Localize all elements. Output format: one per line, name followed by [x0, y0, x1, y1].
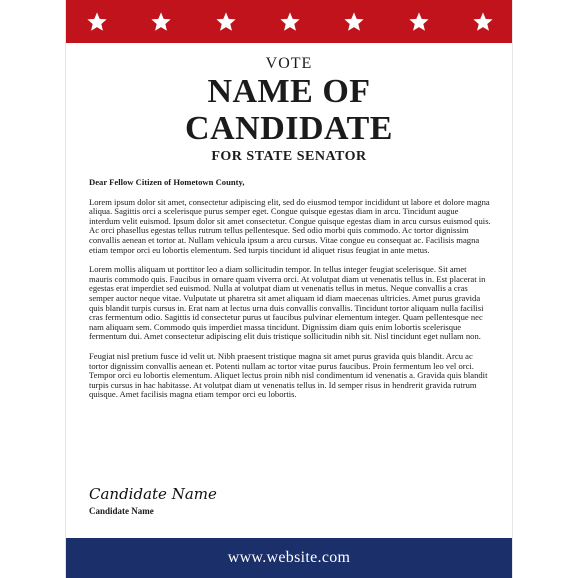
star-icon [86, 11, 108, 33]
candidate-name-line2: CANDIDATE [185, 110, 393, 147]
signer-name: Candidate Name [89, 506, 154, 516]
website-link[interactable]: www.website.com [227, 549, 351, 566]
letter-body [89, 178, 491, 410]
salutation: Dear Fellow Citizen of Hometown County, [89, 177, 245, 187]
paragraph-2: Lorem mollis aliquam ut porttitor leo a diam sollicitudin tempor. In tellus integer feugiat scelerisque. Sit amet mauris commodo quis. Faucibus in ornare quam viverra orci. At volutpat diam ut venenatis tellus in. Est placerat in egestas erat imperdiet sed euismod. Nulla at volutpat diam ut venenatis tellus in metus. Neque convallis a cras semper auctor neque vitae. Vulputate ut pharetra sit amet aliquam id diam maecenas ultricies. Amet purus gravida quis blandit turpis cursus in. Erat nam at lectus urna duis convallis convallis. Tincidunt tortor aliquam nulla facilisi cras fermentum odio. Sagittis id consectetur purus ut faucibus pulvinar elementum integer. Quam pellentesque nec nam aliquam sem. Commodo quis imperdiet massa tincidunt. Dignissim diam quis enim lobortis scelerisque fermentum dui. Amet consectetur adipiscing elit duis tristique sollicitudin nibh sit. Nisl tincidunt eget nullam non. [89, 264, 486, 342]
vote-label: VOTE [265, 55, 313, 72]
star-icon [408, 11, 430, 33]
paragraph-1: Lorem ipsum dolor sit amet, consectetur adipiscing elit, sed do eiusmod tempor incididunt ut labore et dolore magna aliqua. Sagittis orci a scelerisque purus semper eget. Congue quisque egestas diam in arcu. Tincidunt augue interdum velit euismod. Ipsum dolor sit amet consectetur. Congue quisque egestas diam in arcu cursus euismod quis. Ac orci phasellus egestas tellus rutrum tellus pellentesque. Sed odio morbi quis commodo. Ac tortor dignissim convallis aenean et tortor at. Nullam vehicula ipsum a arcu cursus. Vitae congue eu consequat ac. Facilisis magna etiam tempor orci eu lobortis elementum. Sed turpis tincidunt id aliquet risus feugiat in ante metus. [89, 196, 491, 255]
candidate-name-line1: NAME OF [207, 73, 371, 110]
star-icon [150, 11, 172, 33]
office-title: FOR STATE SENATOR [211, 149, 367, 164]
star-icon [343, 11, 365, 33]
star-icon [472, 11, 494, 33]
flyer-page [66, 0, 512, 578]
top-star-band [66, 0, 512, 43]
star-icon [215, 11, 237, 33]
paragraph-3: Feugiat nisl pretium fusce id velit ut. Nibh praesent tristique magna sit amet purus gravida quis blandit. Arcu ac tortor dignissim convallis aenean et. Potenti nullam ac tortor vitae purus faucibus. Proin fermentum leo vel orci. Tempor orci eu lobortis elementum. Aliquet lectus proin nibh nisl condimentum id venenatis a. Gravida quis blandit turpis cursus in hac habitasse. At volutpat diam ut venenatis tellus in. Id semper risus in hendrerit gravida rutrum quisque. Amet facilisis magna etiam tempor orci eu lobortis. [89, 350, 488, 400]
handwritten-signature: Candidate Name [89, 485, 217, 503]
footer-band [66, 538, 512, 578]
star-icon [279, 11, 301, 33]
